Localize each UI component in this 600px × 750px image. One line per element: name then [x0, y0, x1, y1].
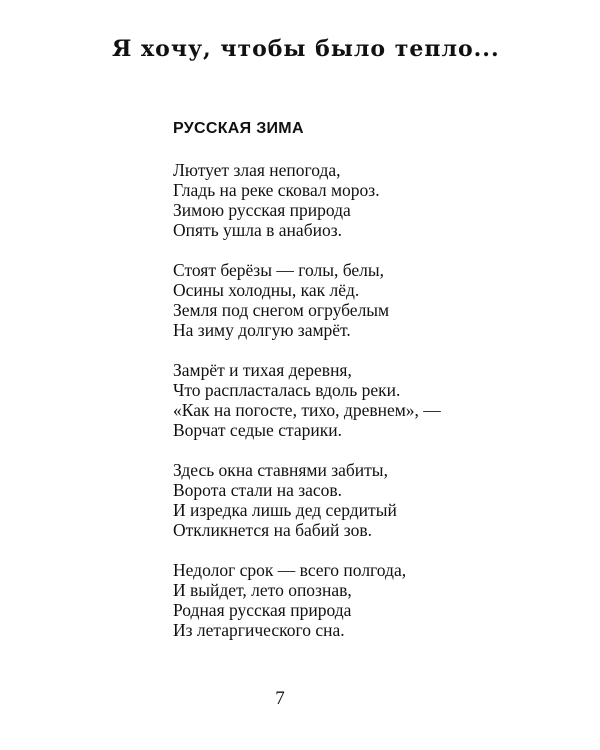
stanza-4	[173, 460, 533, 540]
page-number: 7	[275, 688, 285, 709]
stanza-1	[173, 160, 533, 240]
poem-line: Из летаргического сна.	[173, 620, 345, 640]
poem-line: Земля под снегом огрубелым	[173, 300, 390, 320]
poem-line: Лютует злая непогода,	[173, 160, 341, 180]
poem-line: Здесь окна ставнями забиты,	[173, 460, 388, 480]
poem-line: Стоят берёзы — голы, белы,	[173, 260, 385, 280]
poem-line: На зиму долгую замрёт.	[173, 320, 351, 340]
poem-line: Замрёт и тихая деревня,	[173, 360, 352, 380]
poem-line: Недолог срок — всего полгода,	[173, 560, 407, 580]
stanza-2	[173, 260, 533, 340]
poem-line: Ворота стали на засов.	[173, 480, 343, 500]
poem-line: Ворчат седые старики.	[173, 420, 342, 440]
poem-line: Родная русская природа	[173, 600, 352, 620]
poem-line: И выйдет, лето опознав,	[173, 580, 352, 600]
poem-line: «Как на погосте, тихо, древнем», —	[173, 400, 441, 420]
poem-line: Гладь на реке сковал мороз.	[173, 180, 380, 200]
poem-line: Что распласталась вдоль реки.	[173, 380, 401, 400]
running-head: Я хочу, чтобы было тепло...	[112, 36, 500, 62]
poem-title: РУССКАЯ ЗИМА	[173, 120, 304, 137]
poem-line: Откликнется на бабий зов.	[173, 520, 372, 540]
stanza-3	[173, 360, 533, 440]
poem-line: Зимою русская природа	[173, 200, 351, 220]
poem-body	[173, 160, 533, 660]
poem-line: Осины холодны, как лёд.	[173, 280, 360, 300]
poem-line: Опять ушла в анабиоз.	[173, 220, 343, 240]
stanza-5	[173, 560, 533, 640]
poem-line: И изредка лишь дед сердитый	[173, 500, 397, 520]
